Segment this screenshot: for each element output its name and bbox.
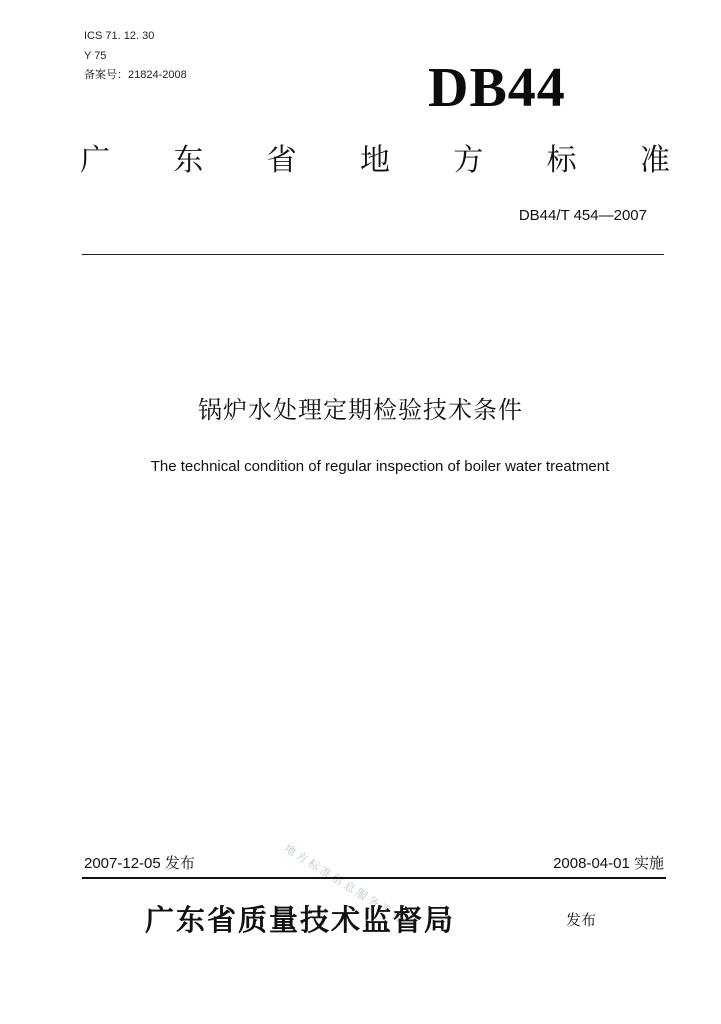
heading-char: 标 xyxy=(546,143,577,178)
header-divider xyxy=(82,254,664,255)
heading-char: 广 xyxy=(80,143,110,178)
heading-char: 方 xyxy=(453,143,484,178)
publish-label: 发布 xyxy=(566,911,597,929)
heading-char: 东 xyxy=(173,143,204,178)
heading-char: 地 xyxy=(359,143,390,178)
classification-code: Y 75 xyxy=(84,50,107,62)
standard-type-heading xyxy=(80,139,670,183)
ics-code: ICS 71. 12. 30 xyxy=(84,30,155,42)
footer-divider xyxy=(82,877,666,879)
document-title-zh: 锅炉水处理定期检验技术条件 xyxy=(198,396,523,424)
standard-number: DB44/T 454—2007 xyxy=(518,207,647,224)
watermark: 地方标准信息服务平台 xyxy=(282,842,408,927)
publisher-name: 广东省质量技术监督局 xyxy=(145,903,456,937)
heading-char: 省 xyxy=(266,143,297,178)
issue-date: 2007-12-05 发布 xyxy=(84,855,195,872)
heading-char: 准 xyxy=(639,143,670,178)
implementation-date: 2008-04-01 实施 xyxy=(553,855,664,872)
document-title-en: The technical condition of regular inspection of boiler water treatment xyxy=(150,458,610,475)
filing-number: 备案号：21824-2008 xyxy=(84,69,187,81)
standard-logo: DB44 xyxy=(428,57,566,119)
